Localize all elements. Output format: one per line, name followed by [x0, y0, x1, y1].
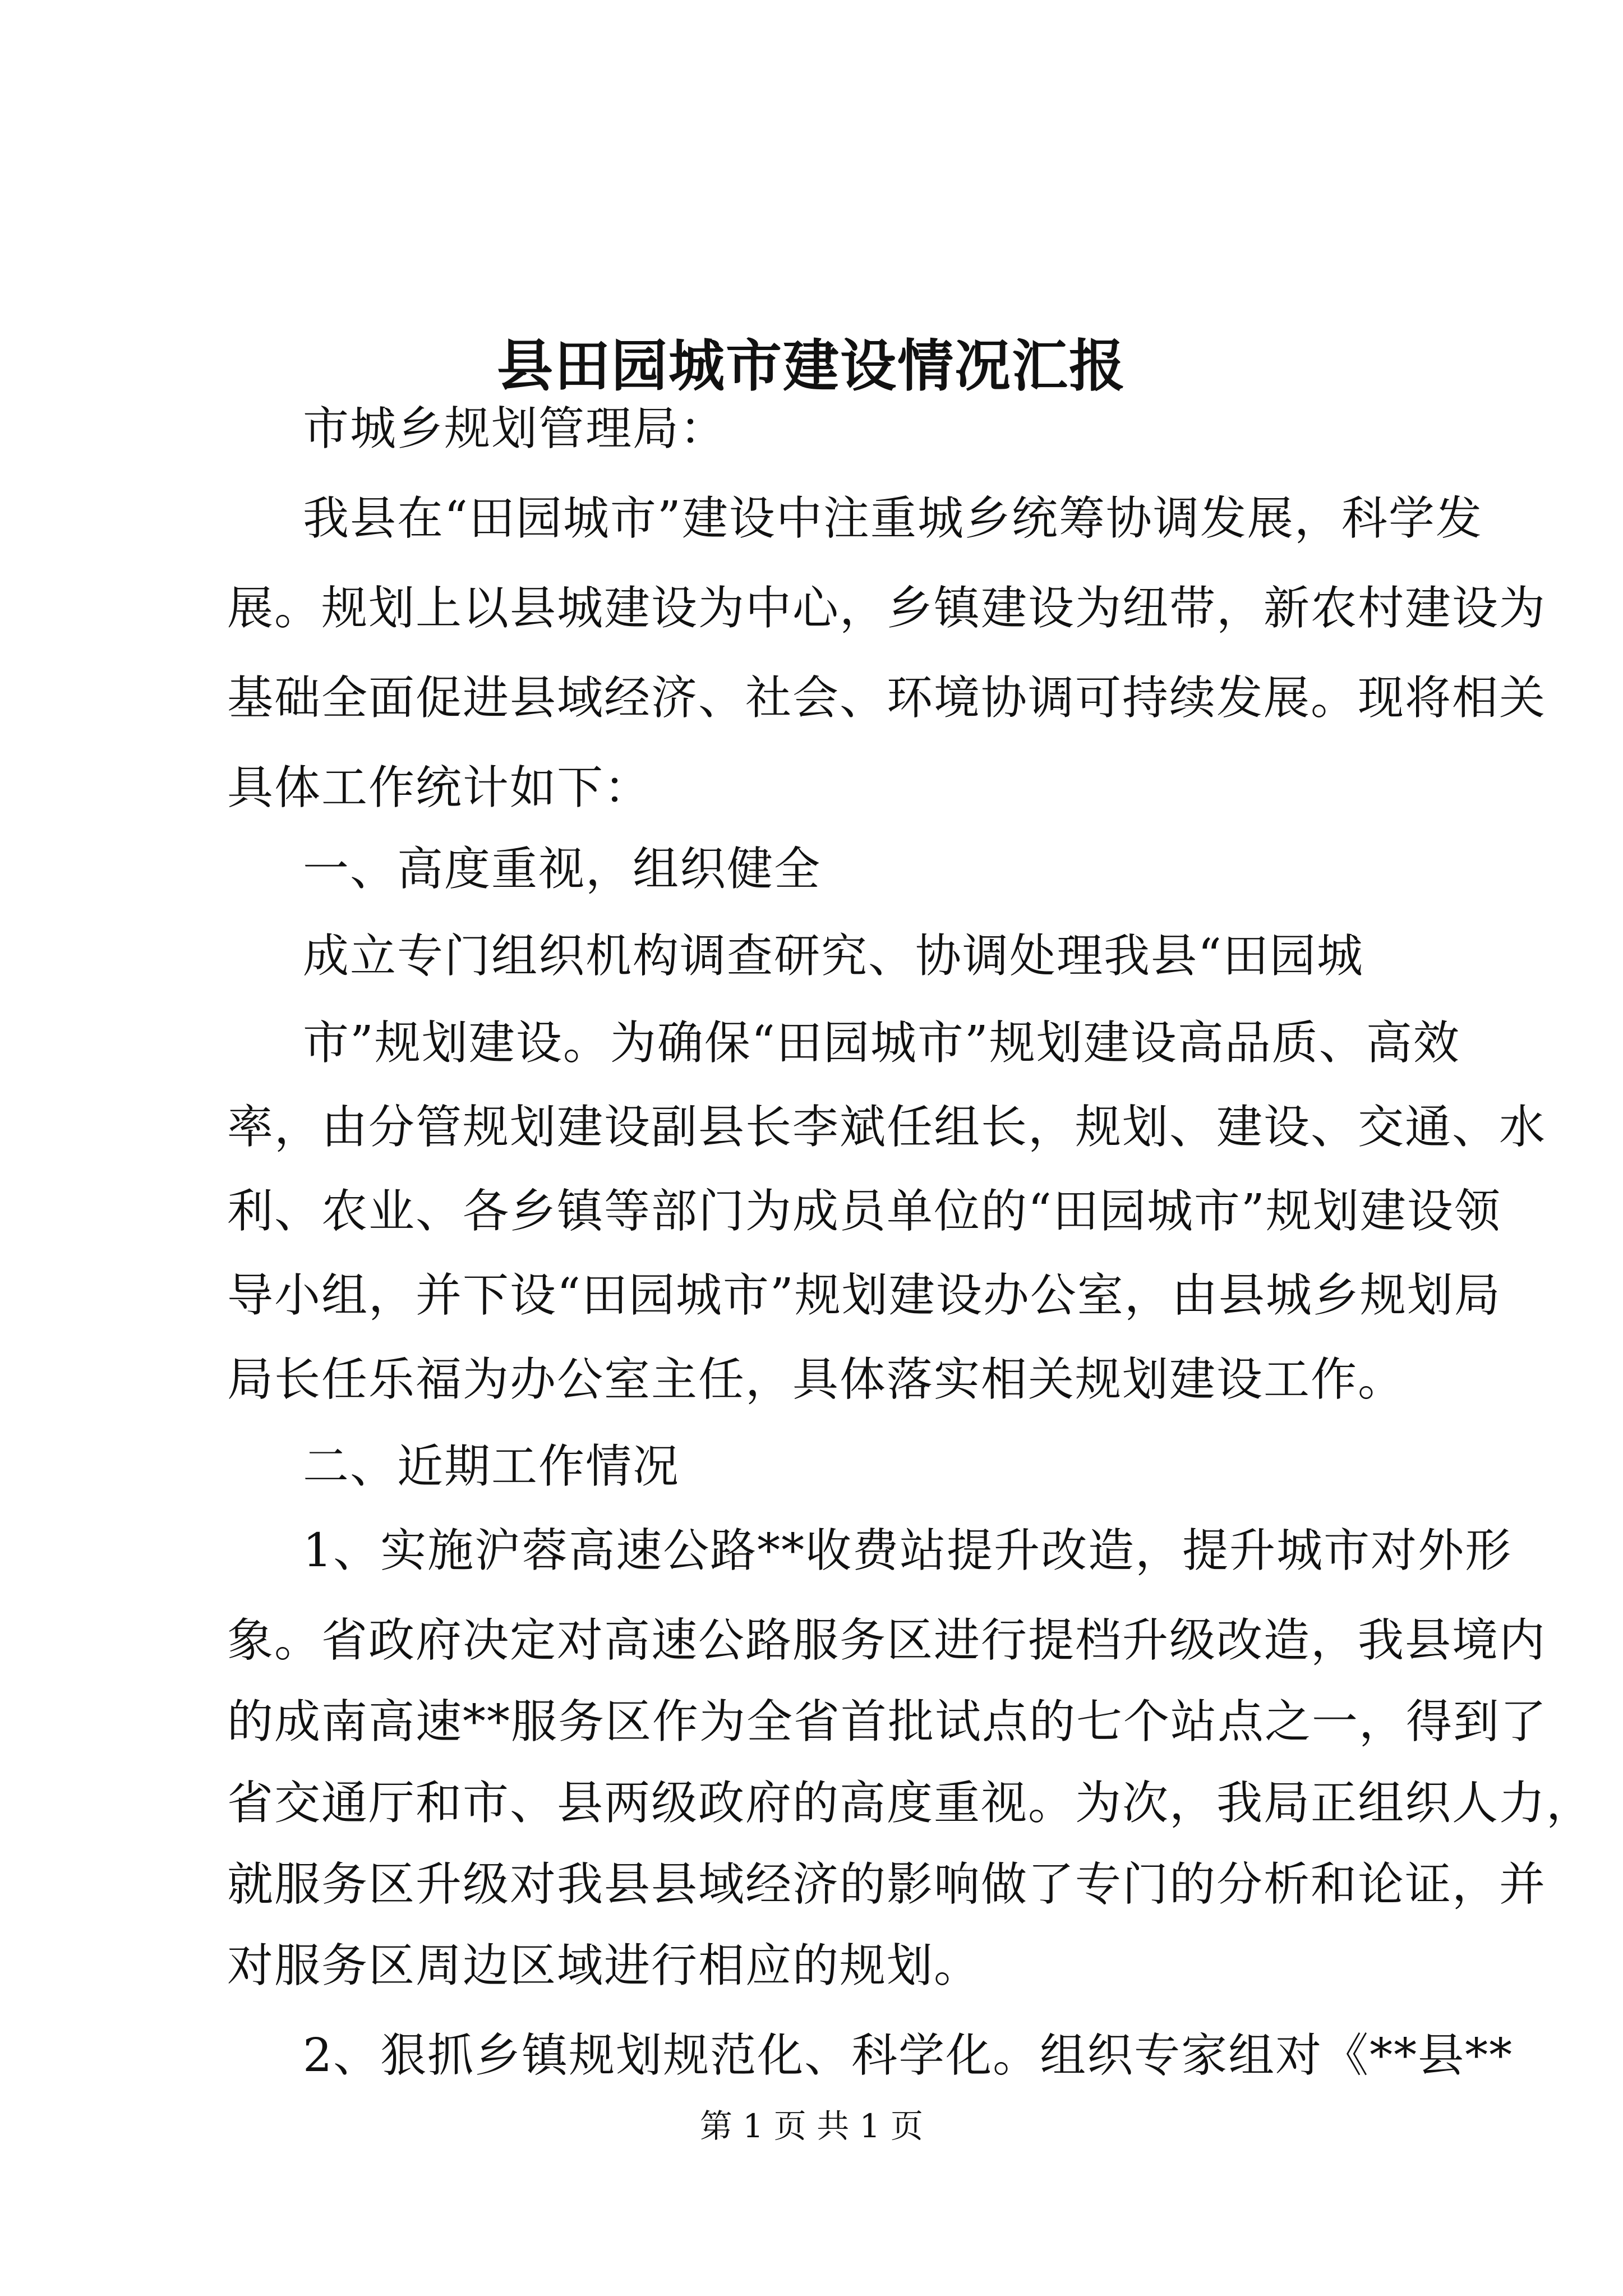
paragraph-line: 导小组，并下设“田园城市”规划建设办公室，由县城乡规划局: [227, 1269, 1501, 1322]
paragraph-line: 的成南高速**服务区作为全省首批试点的七个站点之一，得到了: [227, 1695, 1548, 1749]
paragraph-line: 象。省政府决定对高速公路服务区进行提档升级改造，我县境内: [227, 1614, 1547, 1667]
paragraph-line: 1、实施沪蓉高速公路**收费站提升改造，提升城市对外形: [303, 1524, 1513, 1577]
paragraph-line: 我县在“田园城市”建设中注重城乡统筹协调发展，科学发: [303, 492, 1483, 545]
paragraph-line: 成立专门组织机构调查研究、协调处理我县“田园城: [303, 930, 1364, 983]
paragraph-line: 基础全面促进县域经济、社会、环境协调可持续发展。现将相关: [227, 671, 1547, 725]
section-heading: 一、高度重视，组织健全: [303, 843, 822, 896]
paragraph-line: 具体工作统计如下：: [227, 761, 652, 815]
paragraph-line: 就服务区升级对我县县域经济的影响做了专门的分析和论证，并: [227, 1858, 1547, 1911]
salutation-line: 市城乡规划管理局：: [303, 402, 727, 455]
document-title: 县田园城市建设情况汇报: [497, 333, 1126, 399]
section-heading: 二、近期工作情况: [303, 1440, 680, 1493]
paragraph-line: 局长任乐福为办公室主任，具体落实相关规划建设工作。: [227, 1353, 1405, 1406]
paragraph-line: 展。规划上以县城建设为中心，乡镇建设为纽带，新农村建设为: [227, 582, 1547, 635]
paragraph-line: 省交通厅和市、县两级政府的高度重视。为次，我局正组织人力，: [227, 1777, 1594, 1830]
page-footer: 第 1 页 共 1 页: [700, 2107, 923, 2145]
paragraph-line: 2、狠抓乡镇规划规范化、科学化。组织专家组对《**县**: [303, 2029, 1514, 2082]
paragraph-line: 利、农业、各乡镇等部门为成员单位的“田园城市”规划建设领: [227, 1185, 1501, 1238]
paragraph-line: 对服务区周边区域进行相应的规划。: [227, 1939, 981, 1993]
paragraph-line: 市”规划建设。为确保“田园城市”规划建设高品质、高效: [303, 1016, 1460, 1070]
paragraph-line: 率，由分管规划建设副县长李斌任组长，规划、建设、交通、水: [227, 1101, 1547, 1154]
